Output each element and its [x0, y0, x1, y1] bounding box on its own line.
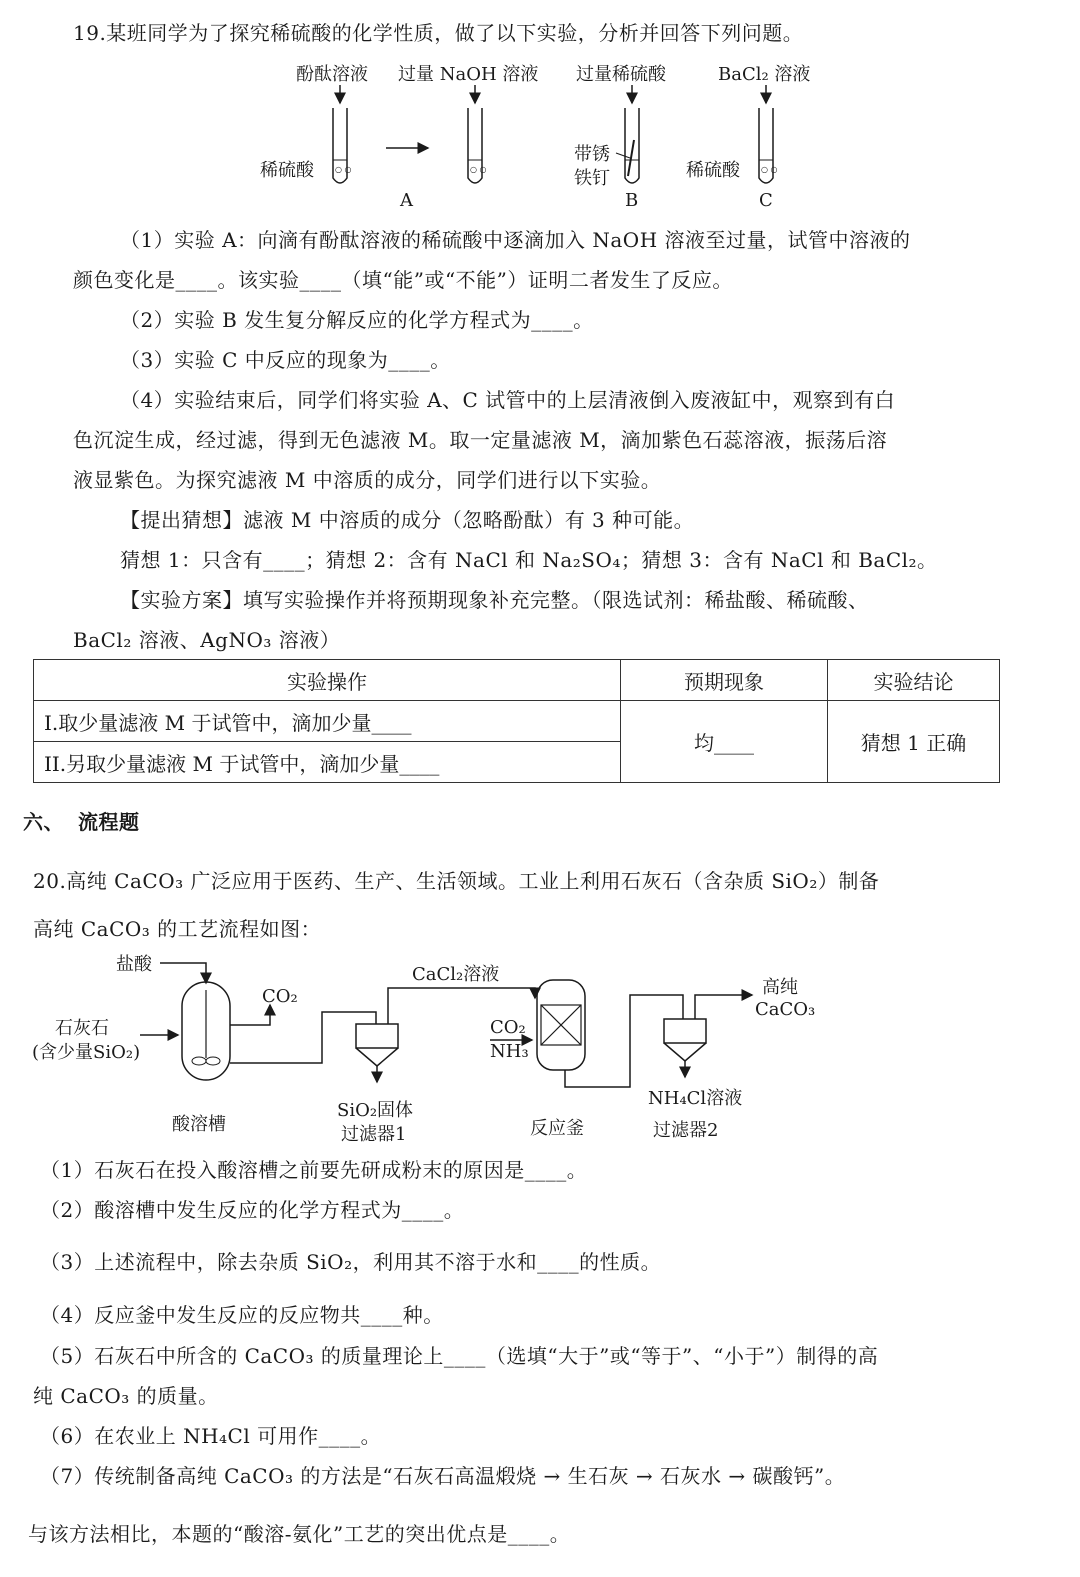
- q19-figure: [0, 55, 1080, 215]
- nh4cl-label: NH₄Cl溶液: [648, 1088, 743, 1109]
- q20-part7-question: 与该方法相比，本题的“酸溶-氨化”工艺的突出优点是____。: [28, 1522, 571, 1546]
- rusty-nail-label-1: 带锈: [574, 144, 610, 165]
- reactor-label: 反应釜: [530, 1118, 584, 1139]
- q19-part1-line1: （1）实验 A：向滴有酚酞溶液的稀硫酸中逐滴加入 NaOH 溶液至过量，试管中溶液的: [120, 228, 911, 252]
- table-header-conclusion: 实验结论: [828, 660, 1000, 701]
- guess-title: 【提出猜想】滤液 M 中溶质的成分（忽略酚酞）有 3 种可能。: [120, 508, 695, 532]
- label-b: B: [625, 190, 639, 211]
- table-row-1-operation: I.取少量滤液 M 于试管中，滴加少量____: [34, 701, 621, 742]
- cacl2-label: CaCl₂溶液: [412, 964, 500, 985]
- svg-text:○ ○: ○ ○: [470, 165, 487, 174]
- nh3-in-label: NH₃: [490, 1041, 529, 1062]
- q20-part3: （3）上述流程中，除去杂质 SiO₂，利用其不溶于水和____的性质。: [40, 1250, 662, 1274]
- table-header-phenomenon: 预期现象: [621, 660, 828, 701]
- pure-label-1: 高纯: [762, 977, 798, 998]
- tube-c-liquid-label: 稀硫酸: [686, 160, 740, 181]
- reagent1-label: 酚酞溶液: [296, 64, 368, 85]
- test-tube-c: [759, 108, 778, 183]
- table-header-operation: 实验操作: [34, 660, 621, 701]
- reactor: [537, 980, 585, 1070]
- tube-a-liquid-label: 稀硫酸: [260, 160, 314, 181]
- reagent3-label: 过量稀硫酸: [576, 64, 666, 85]
- q19-part3: （3）实验 C 中反应的现象为____。: [120, 348, 451, 372]
- limestone-label-2: (含少量SiO₂): [32, 1042, 141, 1063]
- tank-label: 酸溶槽: [172, 1114, 226, 1135]
- q20-part4: （4）反应釜中发生反应的反应物共____种。: [40, 1303, 444, 1327]
- test-tube-a2: [468, 108, 487, 183]
- q20-part5-line2: 纯 CaCO₃ 的质量。: [33, 1384, 219, 1408]
- guess-list: 猜想 1：只含有____；猜想 2：含有 NaCl 和 Na₂SO₄；猜想 3：含有 NaCl 和 BaCl₂。: [120, 548, 938, 572]
- process-flow-diagram: [0, 945, 1080, 1150]
- q20-part2: （2）酸溶槽中发生反应的化学方程式为____。: [40, 1198, 465, 1222]
- label-c: C: [759, 190, 773, 211]
- plan-line2: BaCl₂ 溶液、AgNO₃ 溶液）: [73, 628, 341, 652]
- rusty-nail-label-2: 铁钉: [574, 168, 610, 189]
- q20-part6: （6）在农业上 NH₄Cl 可用作____。: [40, 1424, 382, 1448]
- reagent2-label: 过量 NaOH 溶液: [398, 64, 539, 85]
- table-phenomenon: 均____: [621, 701, 828, 783]
- limestone-label-1: 石灰石: [55, 1018, 109, 1039]
- table-conclusion: 猜想 1 正确: [828, 701, 1000, 783]
- section-title: 流程题: [78, 810, 140, 834]
- q20-part1: （1）石灰石在投入酸溶槽之前要先研成粉末的原因是____。: [40, 1158, 588, 1182]
- svg-text:○ ○: ○ ○: [761, 165, 778, 174]
- pure-label-2: CaCO₃: [755, 999, 816, 1020]
- co2-in-label: CO₂: [490, 1017, 526, 1038]
- q19-part2: （2）实验 B 发生复分解反应的化学方程式为____。: [120, 308, 594, 332]
- reagent4-label: BaCl₂ 溶液: [718, 64, 811, 85]
- filter-1: [356, 1024, 398, 1082]
- q19-part4-line2: 色沉淀生成，经过滤，得到无色滤液 M。取一定量滤液 M，滴加紫色石蕊溶液，振荡后溶: [73, 428, 888, 452]
- co2-out-label: CO₂: [262, 986, 298, 1007]
- label-a: A: [400, 190, 413, 211]
- filter2-label: 过滤器2: [653, 1120, 719, 1141]
- table-row-2-operation: II.另取少量滤液 M 于试管中，滴加少量____: [34, 742, 621, 783]
- sio2-solid-label: SiO₂固体: [337, 1100, 414, 1121]
- plan-line1: 【实验方案】填写实验操作并将预期现象补充完整。（限选试剂：稀盐酸、稀硫酸、: [120, 588, 869, 612]
- filter1-label: 过滤器1: [341, 1124, 407, 1145]
- acid-tank: [182, 982, 230, 1080]
- q19-stem: 19.某班同学为了探究稀硫酸的化学性质，做了以下实验，分析并回答下列问题。: [73, 21, 804, 45]
- q20-part5-line1: （5）石灰石中所含的 CaCO₃ 的质量理论上____（选填“大于”或“等于”、“小于”）制得的高: [40, 1344, 879, 1368]
- q19-part4-line3: 液显紫色。为探究滤液 M 中溶质的成分，同学们进行以下实验。: [73, 468, 662, 492]
- test-tube-b: [625, 108, 639, 183]
- q20-part7: （7）传统制备高纯 CaCO₃ 的方法是“石灰石高温煅烧 → 生石灰 → 石灰水 → 碳酸钙”。: [40, 1464, 846, 1488]
- q19-part1-line2: 颜色变化是____。该实验____（填“能”或“不能”）证明二者发生了反应。: [73, 268, 733, 292]
- section-number: 六、: [23, 810, 64, 834]
- test-tube-a1: [333, 108, 352, 183]
- svg-text:○ ○: ○ ○: [335, 165, 352, 174]
- filter-2: [664, 1019, 706, 1077]
- q19-part4-line1: （4）实验结束后，同学们将实验 A、C 试管中的上层清液倒入废液缸中，观察到有白: [120, 388, 896, 412]
- hcl-label: 盐酸: [116, 954, 152, 975]
- q20-stem-line1: 20.高纯 CaCO₃ 广泛应用于医药、生产、生活领域。工业上利用石灰石（含杂质 SiO₂）制备: [33, 869, 880, 893]
- experiment-table: [33, 659, 1000, 783]
- q20-stem-line2: 高纯 CaCO₃ 的工艺流程如图：: [33, 917, 322, 941]
